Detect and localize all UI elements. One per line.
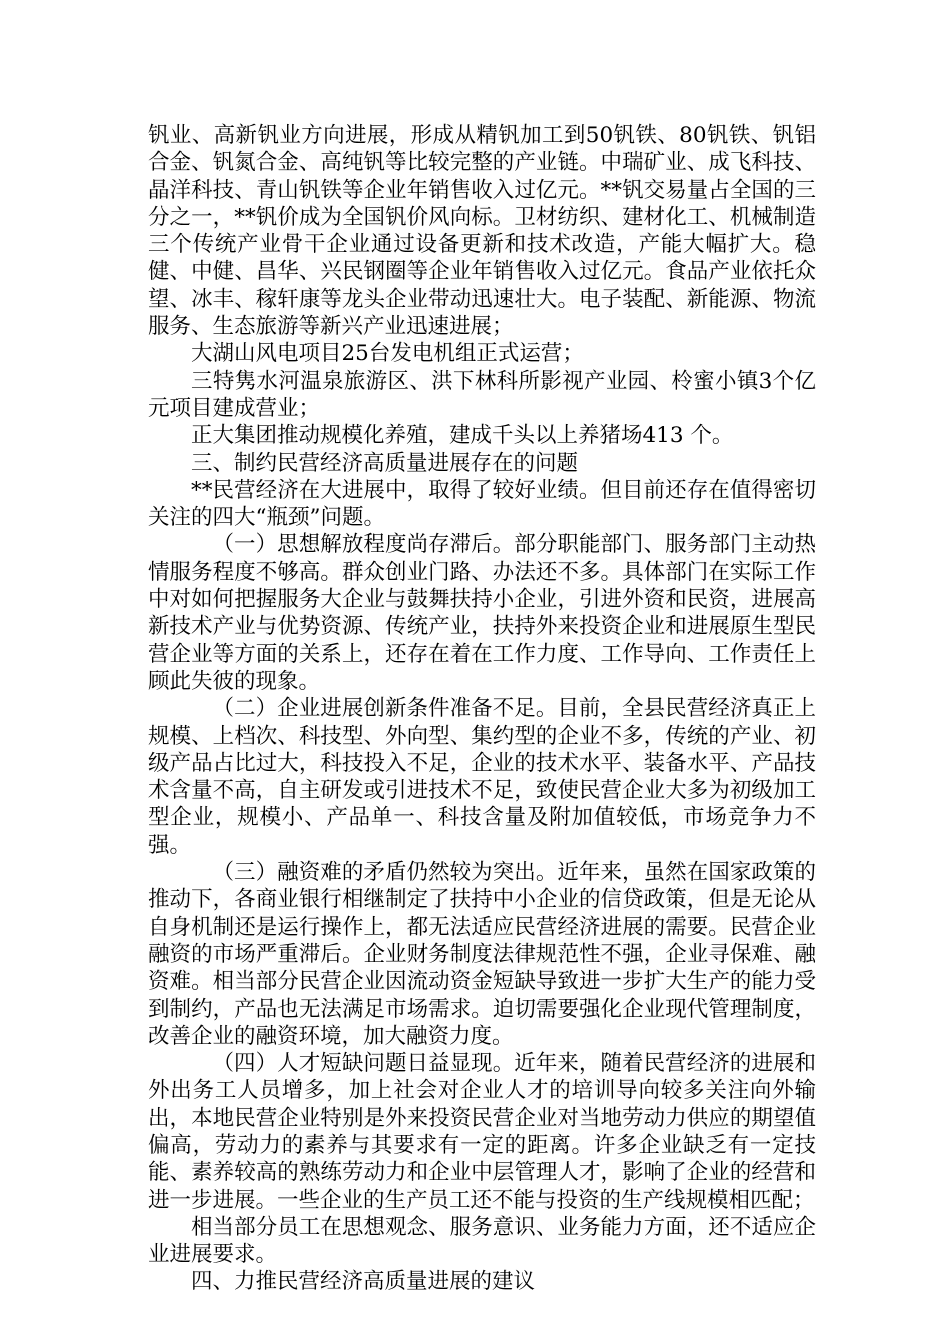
paragraph-problem-3: （三）融资难的矛盾仍然较为突出。近年来，虽然在国家政策的推动下，各商业银行相继制定了扶持中小企业的信贷政策，但是无论从自身机制还是运行操作上，都无法适应民营经济进展的需要。民营企业融资的市场严重滞后。企业财务制度法律规范性不强，企业寻保难、融资难。相当部分民营企业因流动资金短缺导致进一步扩大生产的能力受到制约，产品也无法满足市场需求。迫切需要强化企业现代管理制度，改善企业的融资环境，加大融资力度。: [148, 860, 816, 1049]
paragraph-bottlenecks-intro: **民营经济在大进展中，取得了较好业绩。但目前还存在值得密切关注的四大“瓶颈”问题。: [148, 477, 816, 531]
paragraph-wind-power: 大湖山风电项目25台发电机组正式运营；: [191, 341, 584, 367]
paragraph-problem-4: （四）人才短缺问题日益显现。近年来，随着民营经济的进展和外出务工人员增多，加上社会对企业人才的培训导向较多关注向外输出，本地民营企业特别是外来投资民营企业对当地劳动力供应的期望值偏高，劳动力的素养与其要求有一定的距离。许多企业缺乏有一定技能、素养较高的熟练劳动力和企业中层管理人才，影响了企业的经营和进一步进展。一些企业的生产员工还不能与投资的生产线规模相匹配；: [148, 1051, 816, 1213]
paragraph-tourism-projects: 三特隽水河温泉旅游区、洪下林科所影视产业园、柃蜜小镇3个亿元项目建成营业；: [148, 368, 816, 421]
section-heading-problems: 三、制约民营经济高质量进展存在的问题: [191, 450, 579, 476]
paragraph-industry-chain: 钒业、高新钒业方向进展，形成从精钒加工到50钒铁、80钒铁、钒铝合金、钒氮合金、高纯钒等比较完整的产业链。中瑞矿业、成飞科技、晶洋科技、青山钒铁等企业年销售收入过亿元。**钒交易量占全国的三分之一，**钒价成为全国钒价风向标。卫材纺织、建材化工、机械制造三个传统产业骨干企业通过设备更新和技术改造，产能大幅扩大。稳健、中健、昌华、兴民钢圈等企业年销售收入过亿元。食品产业依托众望、冰丰、稼轩康等龙头企业带动迅速壮大。电子装配、新能源、物流服务、生态旅游等新兴产业迅速进展；: [148, 123, 816, 340]
paragraph-pig-farms: 正大集团推动规模化养殖，建成千头以上养猪场413 个。: [191, 423, 734, 449]
document-page: [148, 122, 816, 1296]
paragraph-problem-1: （一）思想解放程度尚存滞后。部分职能部门、服务部门主动热情服务程度不够高。群众创业门路、办法还不多。具体部门在实际工作中对如何把握服务大企业与鼓舞扶持小企业，引进外资和民资，进展高新技术产业与优势资源、传统产业，扶持外来投资企业和进展原生型民营企业等方面的关系上，还存在着在工作力度、工作导向、工作责任上顾此失彼的现象。: [148, 532, 816, 694]
paragraph-staff-adaptation: 相当部分员工在思想观念、服务意识、业务能力方面，还不适应企业进展要求。: [148, 1214, 816, 1268]
section-heading-suggestions: 四、力推民营经济高质量进展的建议: [191, 1269, 536, 1295]
paragraph-problem-2: （二）企业进展创新条件准备不足。目前，全县民营经济真正上规模、上档次、科技型、外向型、集约型的企业不多，传统的产业、初级产品占比过大，科技投入不足，企业的技术水平、装备水平、产品技术含量不高，自主研发或引进技术不足，致使民营企业大多为初级加工型企业，规模小、产品单一、科技含量及附加值较低，市场竞争力不强。: [148, 696, 816, 858]
